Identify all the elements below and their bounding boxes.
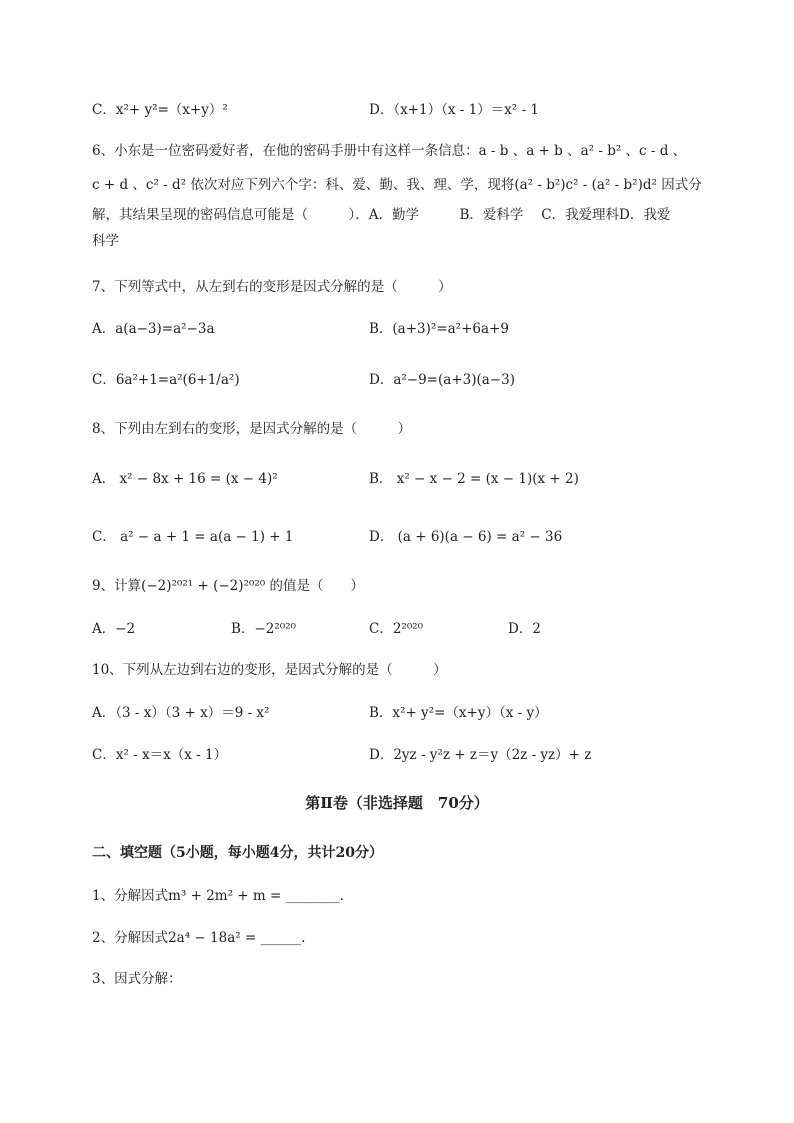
q7-option-c: C．6a²+1=a²(6+1/a²) xyxy=(92,372,240,388)
q5-option-c: C．x²+ y²=（x+y）² xyxy=(92,102,228,118)
q8-option-a: A． x² − 8x + 16 = (x − 4)² xyxy=(92,471,278,487)
q5-option-d: D．（x+1）（x - 1）＝x² - 1 xyxy=(369,102,539,118)
q6-line-1: 6、小东是一位密码爱好者，在他的密码手册中有这样一条信息：a - b 、a + b 、a² - b² 、c - d 、 xyxy=(92,143,687,159)
q7-option-b: B．(a+3)²=a²+6a+9 xyxy=(369,321,509,337)
q8-option-d: D． (a + 6)(a − 6) = a² − 36 xyxy=(369,529,563,545)
q10-option-c: C．x² - x＝x（x - 1） xyxy=(92,747,228,763)
q10-option-b: B．x²+ y²=（x+y）（x - y） xyxy=(369,705,548,721)
q6-question xyxy=(92,134,742,254)
q9-option-d: D．2 xyxy=(508,621,541,637)
fill-item-1: 1、分解因式m³ + 2m² + m = ________. xyxy=(92,888,344,904)
q10-stem: 10、下列从左边到右边的变形，是因式分解的是（ ） xyxy=(92,662,447,678)
q7-stem: 7、下列等式中，从左到右的变形是因式分解的是（ ） xyxy=(92,279,452,295)
section-subtitle: 二、填空题（5小题，每小题4分，共计20分） xyxy=(92,845,383,861)
fill-item-3: 3、因式分解： xyxy=(92,971,182,987)
q9-option-c: C．2²⁰²⁰ xyxy=(369,621,424,637)
q7-option-d: D．a²−9=(a+3)(a−3) xyxy=(369,372,515,388)
q6-line-2: c + d 、c² - d² 依次对应下列六个字：科、爱、勤、我、理、学，现将(a² - b²)c² - (a² - b²)d² 因式分 xyxy=(92,177,702,193)
q9-stem: 9、计算(−2)²⁰²¹ + (−2)²⁰²⁰ 的值是（ ） xyxy=(92,578,364,594)
q10-option-a: A．（3 - x）（3 + x）＝9 - x² xyxy=(92,705,270,721)
q8-option-b: B． x² − x − 2 = (x − 1)(x + 2) xyxy=(369,471,579,487)
q6-line-3: 解，其结果呈现的密码信息可能是（ ）．A．勤学 B．爱科学 C．我爱理科D．我爱 xyxy=(92,207,671,223)
fill-item-2: 2、分解因式2a⁴ − 18a² = ______. xyxy=(92,930,306,946)
q8-option-c: C． a² − a + 1 = a(a − 1) + 1 xyxy=(92,529,294,545)
q7-option-a: A．a(a−3)=a²−3a xyxy=(92,321,215,337)
q9-option-b: B．−2²⁰²⁰ xyxy=(231,621,296,637)
q10-option-d: D．2yz - y²z + z＝y（2z - yz）+ z xyxy=(369,747,592,763)
q8-stem: 8、下列由左到右的变形，是因式分解的是（ ） xyxy=(92,421,412,437)
section-title: 第Ⅱ卷（非选择题 70分） xyxy=(305,794,489,812)
q9-option-a: A．−2 xyxy=(92,621,136,637)
q6-line-4: 科学 xyxy=(92,233,119,249)
